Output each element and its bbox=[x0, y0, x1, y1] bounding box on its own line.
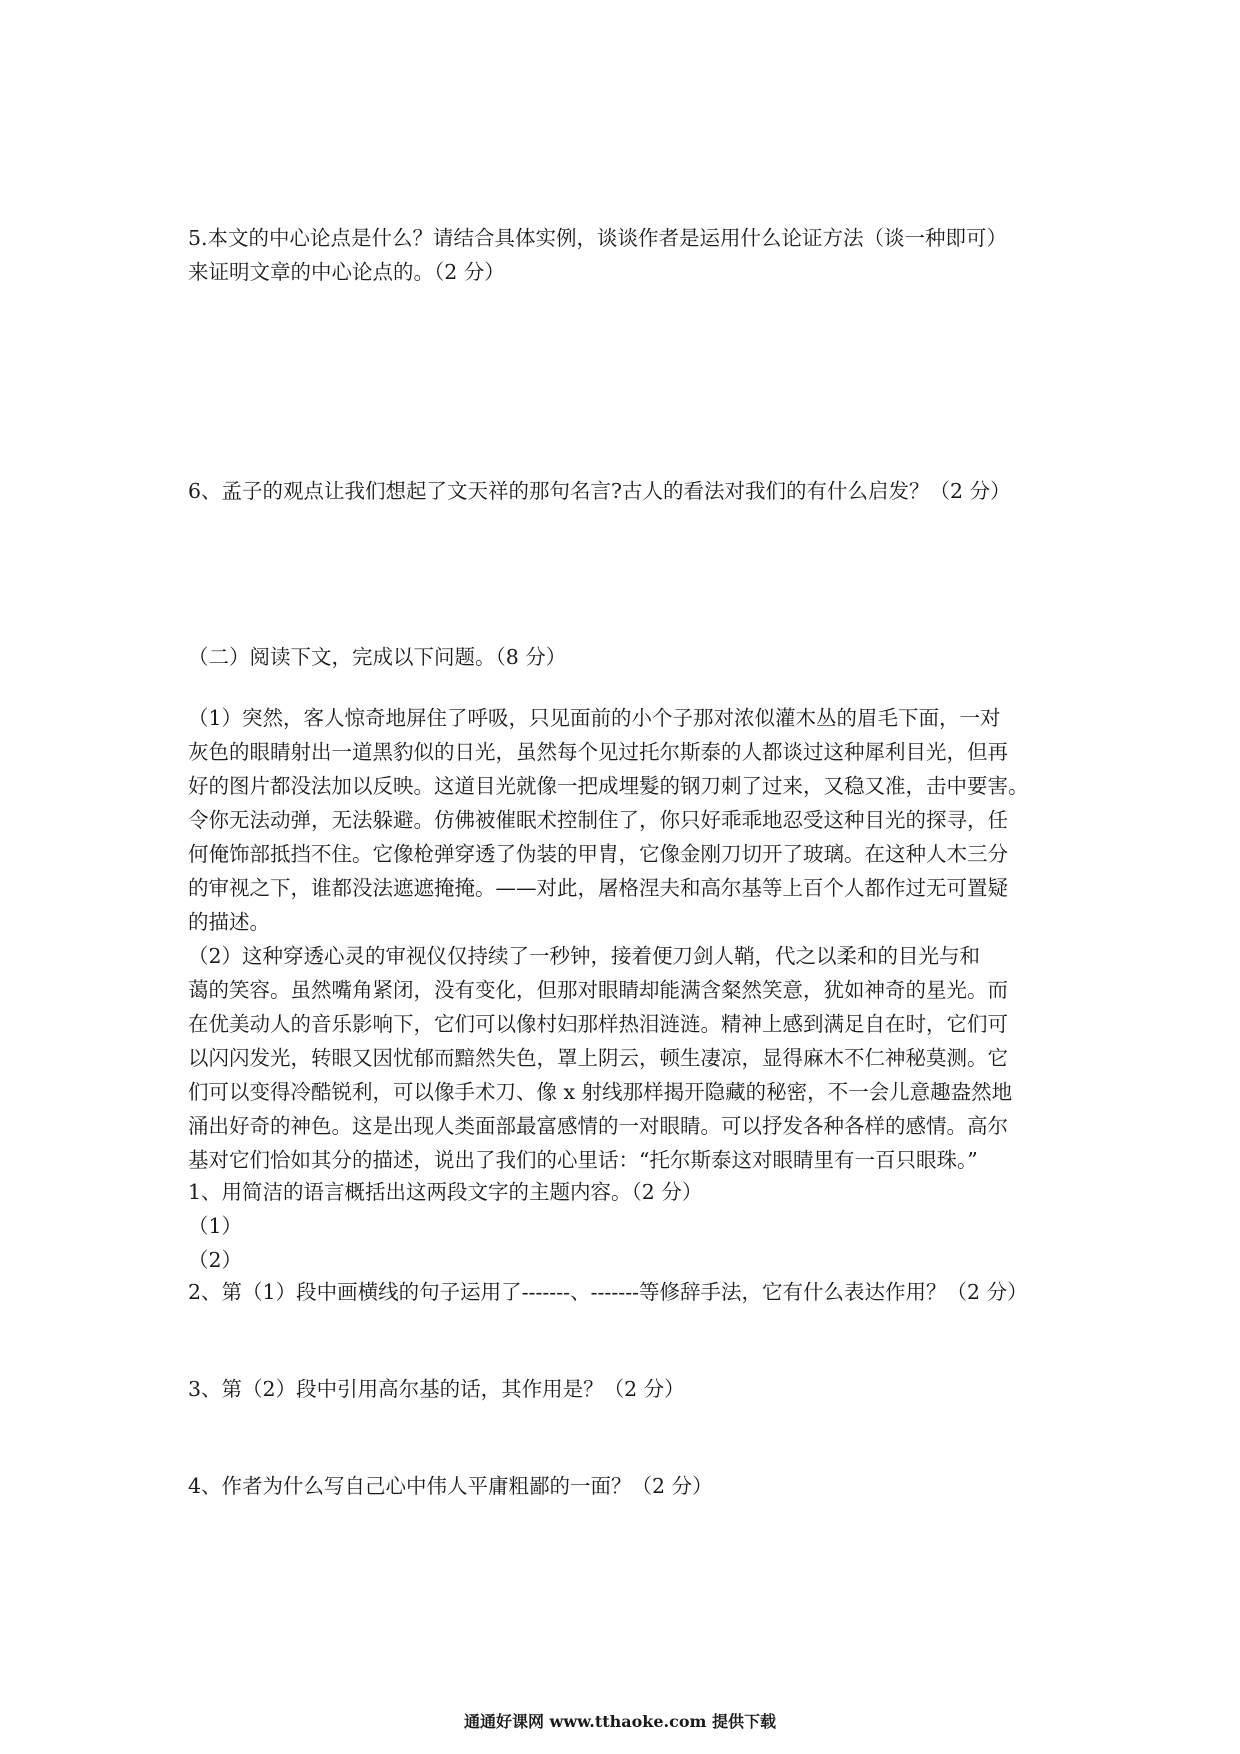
para1-line: （1）突然，客人惊奇地屏住了呼吸，只见面前的小个子那对浓似灌木丛的眉毛下面，一对 bbox=[188, 706, 1001, 730]
s2-q3-text: 3、第（2）段中引用高尔基的话，其作用是？（2 分） bbox=[188, 1377, 685, 1401]
para2-line: 们可以变得冷酷锐利，可以像手术刀、像 x 射线那样揭开隐藏的秘密，不一会儿意趣盎然地 bbox=[188, 1080, 1013, 1104]
para1-line: 令你无法动弹，无法躲避。仿佛被催眠术控制住了，你只好乖乖地忍受这种目光的探寻，任 bbox=[188, 808, 1008, 832]
para2-line: 蔼的笑容。虽然嘴角紧闭，没有变化，但那对眼睛却能满含粲然笑意，犹如神奇的星光。而 bbox=[188, 978, 1008, 1002]
para1-line: 何俺饰部抵挡不住。它像枪弹穿透了伪装的甲胄，它像金刚刀切开了玻璃。在这种人木三分 bbox=[188, 842, 1008, 866]
s2-q2-text: 2、第（1）段中画横线的句子运用了-------、-------等修辞手法，它有什么表达作用？（2 分） bbox=[188, 1280, 1028, 1304]
para2-line: 涌出好奇的神色。这是出现人类面部最富感情的一对眼睛。可以抒发各种各样的感情。高尔 bbox=[188, 1114, 1008, 1138]
s2-q1-sub2: （2） bbox=[188, 1248, 243, 1272]
footer-source: 通通好课网 www.tthaoke.com 提供下载 bbox=[463, 1712, 777, 1731]
s2-q1-text: 1、用简洁的语言概括出这两段文字的主题内容。（2 分） bbox=[188, 1180, 703, 1204]
q6-text: 6、孟子的观点让我们想起了文天祥的那句名言?古人的看法对我们的有什么启发？（2 分） bbox=[188, 479, 1011, 503]
section2-heading: （二）阅读下文，完成以下问题。（8 分） bbox=[188, 645, 567, 669]
para1-line: 灰色的眼睛射出一道黑豹似的日光，虽然每个见过托尔斯泰的人都谈过这种犀利目光，但再 bbox=[188, 740, 1008, 764]
para1-line: 好的图片都没法加以反映。这道目光就像一把成埋髮的钢刀刺了过来，又稳又准，击中要害。 bbox=[188, 774, 1029, 798]
q5-line-1: 5.本文的中心论点是什么？请结合具体实例，谈谈作者是运用什么论证方法（谈一种即可） bbox=[188, 226, 1008, 250]
para2-line: 在优美动人的音乐影响下，它们可以像村妇那样热泪涟涟。精神上感到满足自在时，它们可 bbox=[188, 1012, 1008, 1036]
s2-q1-sub1: （1） bbox=[188, 1214, 243, 1238]
para2-line: 以闪闪发光，转眼又因忧郁而黯然失色，罩上阴云，顿生凄凉，显得麻木不仁神秘莫测。它 bbox=[188, 1046, 1008, 1070]
para1-line: 的描述。 bbox=[188, 910, 270, 934]
para2-line: 基对它们恰如其分的描述，说出了我们的心里话：“托尔斯泰这对眼睛里有一百只眼珠。” bbox=[188, 1148, 978, 1172]
s2-q4-text: 4、作者为什么写自己心中伟人平庸粗鄙的一面？（2 分） bbox=[188, 1474, 713, 1498]
para1-line: 的审视之下，谁都没法遮遮掩掩。——对此，屠格涅夫和高尔基等上百个人都作过无可置疑 bbox=[188, 876, 1008, 900]
para2-line: （2）这种穿透心灵的审视仪仅持续了一秒钟，接着便刀剑人鞘，代之以柔和的目光与和 bbox=[188, 944, 981, 968]
q5-line-2: 来证明文章的中心论点的。（2 分） bbox=[188, 260, 505, 284]
